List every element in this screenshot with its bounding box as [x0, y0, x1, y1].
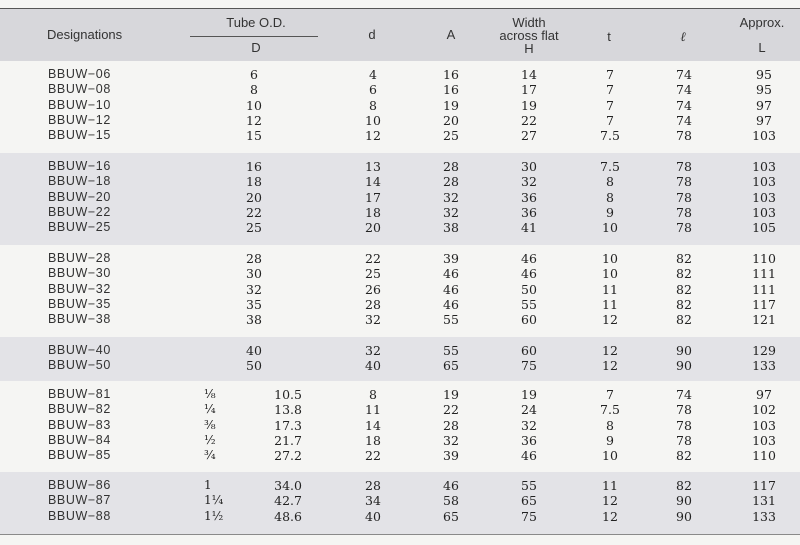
cell-a: 28 [443, 417, 459, 433]
cell-a: 20 [443, 112, 459, 128]
cell-a: 65 [443, 358, 459, 374]
cell-d: 22 [365, 448, 381, 464]
table-row [0, 402, 800, 417]
cell-d: 20 [365, 220, 381, 236]
cell-ell: 82 [676, 312, 692, 328]
cell-tube-d: 6 [250, 67, 258, 82]
cell-designation: BBUW−15 [48, 128, 111, 143]
cell-tube-d: 12 [246, 112, 262, 128]
table-row [0, 478, 800, 493]
cell-ell: 78 [676, 220, 692, 236]
cell-designation: BBUW−83 [48, 417, 111, 432]
cell-tube-d: 50 [246, 358, 262, 374]
cell-d: 40 [365, 508, 381, 524]
cell-h: 75 [521, 358, 537, 374]
row-group [0, 472, 800, 535]
cell-tube-inch: ¾ [204, 448, 216, 463]
cell-l: 103 [752, 417, 776, 433]
cell-ell: 74 [676, 387, 692, 402]
table-row [0, 159, 800, 174]
cell-a: 16 [443, 82, 459, 98]
cell-a: 19 [443, 387, 459, 402]
table-row [0, 418, 800, 433]
cell-ell: 90 [676, 508, 692, 524]
cell-t: 8 [606, 417, 614, 433]
cell-h: 41 [521, 220, 537, 236]
cell-t: 7.5 [600, 159, 620, 174]
cell-tube-d: 15 [246, 128, 262, 144]
cell-designation: BBUW−08 [48, 82, 111, 97]
cell-tube-d: 42.7 [274, 493, 302, 509]
header-designations: Designations [47, 27, 123, 42]
cell-ell: 82 [676, 448, 692, 464]
cell-t: 10 [602, 448, 618, 464]
cell-d: 28 [365, 478, 381, 493]
cell-tube-inch: ⅛ [204, 387, 216, 401]
cell-a: 38 [443, 220, 459, 236]
cell-d: 4 [369, 67, 377, 82]
table-row [0, 67, 800, 82]
cell-t: 12 [602, 343, 618, 358]
cell-h: 14 [521, 67, 537, 82]
cell-h: 55 [521, 296, 537, 312]
cell-a: 28 [443, 159, 459, 174]
cell-d: 28 [365, 296, 381, 312]
row-group [0, 381, 800, 473]
cell-ell: 78 [676, 189, 692, 205]
cell-d: 17 [365, 189, 381, 205]
table-row [0, 448, 800, 463]
cell-designation: BBUW−30 [48, 266, 111, 281]
cell-designation: BBUW−18 [48, 174, 111, 189]
cell-a: 46 [443, 266, 459, 282]
cell-t: 7 [606, 97, 614, 113]
cell-l: 102 [752, 402, 776, 418]
cell-h: 22 [521, 112, 537, 128]
cell-a: 39 [443, 251, 459, 266]
cell-a: 16 [443, 67, 459, 82]
cell-ell: 82 [676, 296, 692, 312]
cell-a: 46 [443, 281, 459, 297]
cell-t: 11 [602, 281, 618, 297]
cell-l: 103 [752, 189, 776, 205]
cell-h: 30 [521, 159, 537, 174]
cell-h: 65 [521, 493, 537, 509]
cell-designation: BBUW−81 [48, 387, 111, 401]
cell-l: 103 [752, 128, 776, 144]
cell-h: 27 [521, 128, 537, 144]
cell-tube-d: 35 [246, 296, 262, 312]
cell-a: 46 [443, 296, 459, 312]
cell-l: 103 [752, 174, 776, 190]
cell-designation: BBUW−38 [48, 312, 111, 327]
cell-ell: 78 [676, 432, 692, 448]
cell-l: 111 [752, 266, 776, 282]
cell-h: 46 [521, 251, 537, 266]
cell-h: 36 [521, 432, 537, 448]
cell-tube-d: 20 [246, 189, 262, 205]
cell-h: 55 [521, 478, 537, 493]
cell-designation: BBUW−50 [48, 358, 111, 373]
cell-a: 46 [443, 478, 459, 493]
cell-a: 19 [443, 97, 459, 113]
cell-tube-d: 21.7 [274, 432, 302, 448]
cell-designation: BBUW−35 [48, 296, 111, 311]
cell-tube-d: 27.2 [274, 448, 302, 464]
cell-designation: BBUW−87 [48, 493, 111, 508]
table-row [0, 282, 800, 297]
cell-a: 22 [443, 402, 459, 418]
cell-d: 34 [365, 493, 381, 509]
cell-tube-d: 22 [246, 204, 262, 220]
cell-tube-inch: 1½ [204, 508, 224, 523]
cell-l: 95 [756, 82, 772, 98]
cell-d: 6 [369, 82, 377, 98]
cell-l: 131 [752, 493, 776, 509]
cell-l: 97 [756, 387, 772, 402]
cell-a: 32 [443, 189, 459, 205]
table-row [0, 387, 800, 402]
table-row [0, 174, 800, 189]
cell-h: 75 [521, 508, 537, 524]
cell-h: 50 [521, 281, 537, 297]
cell-h: 24 [521, 402, 537, 418]
cell-designation: BBUW−84 [48, 432, 111, 447]
cell-designation: BBUW−32 [48, 281, 111, 296]
cell-tube-d: 30 [246, 266, 262, 282]
cell-tube-d: 48.6 [274, 508, 302, 524]
header-approx: Approx. [739, 15, 785, 30]
cell-t: 7 [606, 387, 614, 402]
cell-h: 60 [521, 312, 537, 328]
cell-tube-d: 40 [246, 343, 262, 358]
cell-designation: BBUW−10 [48, 97, 111, 112]
cell-ell: 82 [676, 266, 692, 282]
cell-d: 32 [365, 343, 381, 358]
cell-t: 8 [606, 189, 614, 205]
cell-t: 9 [606, 204, 614, 220]
cell-t: 10 [602, 266, 618, 282]
cell-ell: 82 [676, 281, 692, 297]
cell-l: 97 [756, 112, 772, 128]
cell-ell: 90 [676, 493, 692, 509]
cell-d: 22 [365, 251, 381, 266]
cell-a: 32 [443, 204, 459, 220]
table-header [0, 8, 800, 62]
header-t: t [607, 29, 611, 44]
cell-tube-inch: ¼ [204, 402, 216, 417]
cell-d: 14 [365, 417, 381, 433]
cell-t: 7 [606, 112, 614, 128]
cell-designation: BBUW−86 [48, 478, 111, 492]
cell-t: 12 [602, 312, 618, 328]
cell-l: 103 [752, 432, 776, 448]
cell-a: 39 [443, 448, 459, 464]
cell-tube-inch: 1 [204, 478, 212, 492]
cell-d: 40 [365, 358, 381, 374]
table-row [0, 128, 800, 143]
table-row [0, 493, 800, 508]
row-group [0, 153, 800, 246]
cell-d: 8 [369, 387, 377, 402]
cell-d: 18 [365, 432, 381, 448]
cell-d: 25 [365, 266, 381, 282]
cell-designation: BBUW−28 [48, 251, 111, 265]
cell-l: 110 [752, 448, 776, 464]
cell-a: 58 [443, 493, 459, 509]
cell-tube-d: 8 [250, 82, 258, 98]
cell-t: 12 [602, 508, 618, 524]
cell-tube-d: 10 [246, 97, 262, 113]
cell-a: 55 [443, 312, 459, 328]
cell-d: 12 [365, 128, 381, 144]
table-row [0, 266, 800, 281]
cell-a: 32 [443, 432, 459, 448]
table-row [0, 509, 800, 524]
cell-tube-d: 25 [246, 220, 262, 236]
table-row [0, 98, 800, 113]
table-row [0, 205, 800, 220]
cell-h: 17 [521, 82, 537, 98]
table-row [0, 82, 800, 97]
cell-tube-d: 34.0 [274, 478, 302, 493]
cell-l: 110 [752, 251, 776, 266]
cell-t: 7.5 [600, 402, 620, 418]
cell-t: 9 [606, 432, 614, 448]
table-row [0, 312, 800, 327]
cell-ell: 74 [676, 112, 692, 128]
header-width: Width [512, 15, 546, 30]
cell-h: 60 [521, 343, 537, 358]
cell-l: 103 [752, 159, 776, 174]
cell-ell: 78 [676, 174, 692, 190]
cell-t: 10 [602, 220, 618, 236]
cell-l: 121 [752, 312, 776, 328]
cell-l: 103 [752, 204, 776, 220]
cell-designation: BBUW−25 [48, 220, 111, 235]
cell-tube-d: 32 [246, 281, 262, 297]
cell-tube-d: 13.8 [274, 402, 302, 418]
cell-h: 19 [521, 97, 537, 113]
table-row [0, 251, 800, 266]
header-across-flat: across flat [499, 28, 559, 43]
cell-designation: BBUW−22 [48, 204, 111, 219]
cell-t: 12 [602, 493, 618, 509]
cell-ell: 78 [676, 417, 692, 433]
table-row [0, 190, 800, 205]
header-tube-od: Tube O.D. [226, 15, 286, 30]
cell-tube-d: 38 [246, 312, 262, 328]
cell-l: 95 [756, 67, 772, 82]
cell-l: 105 [752, 220, 776, 236]
cell-designation: BBUW−06 [48, 67, 111, 81]
cell-l: 97 [756, 97, 772, 113]
cell-ell: 78 [676, 204, 692, 220]
cell-l: 117 [752, 478, 776, 493]
cell-ell: 74 [676, 67, 692, 82]
cell-d: 18 [365, 204, 381, 220]
cell-ell: 90 [676, 343, 692, 358]
cell-designation: BBUW−88 [48, 508, 111, 523]
cell-d: 8 [369, 97, 377, 113]
cell-h: 36 [521, 204, 537, 220]
cell-ell: 90 [676, 358, 692, 374]
table-row [0, 220, 800, 235]
cell-a: 65 [443, 508, 459, 524]
cell-ell: 78 [676, 402, 692, 418]
cell-h: 36 [521, 189, 537, 205]
cell-t: 8 [606, 174, 614, 190]
row-group [0, 245, 800, 338]
cell-tube-d: 18 [246, 174, 262, 190]
cell-t: 7 [606, 82, 614, 98]
cell-l: 129 [752, 343, 776, 358]
header-a: A [446, 27, 456, 42]
cell-d: 11 [365, 402, 381, 418]
cell-tube-inch: 1¼ [204, 493, 224, 508]
cell-tube-d: 16 [246, 159, 262, 174]
cell-tube-d: 10.5 [274, 387, 302, 402]
cell-ell: 74 [676, 97, 692, 113]
header-ell: ℓ [680, 30, 686, 45]
cell-t: 12 [602, 358, 618, 374]
cell-tube-inch: ⅜ [204, 417, 216, 432]
cell-d: 13 [365, 159, 381, 174]
cell-a: 25 [443, 128, 459, 144]
cell-tube-d: 28 [246, 251, 262, 266]
table-row [0, 113, 800, 128]
tube-od-rule [190, 36, 318, 37]
header-l: L [758, 40, 766, 55]
cell-tube-inch: ½ [204, 432, 216, 447]
table-row [0, 297, 800, 312]
cell-d: 26 [365, 281, 381, 297]
cell-designation: BBUW−82 [48, 402, 111, 417]
cell-t: 7.5 [600, 128, 620, 144]
cell-h: 32 [521, 174, 537, 190]
cell-l: 111 [752, 281, 776, 297]
cell-designation: BBUW−20 [48, 189, 111, 204]
table-row [0, 343, 800, 358]
cell-tube-d: 17.3 [274, 417, 302, 433]
header-tube-d: D [251, 40, 261, 55]
cell-h: 46 [521, 266, 537, 282]
cell-designation: BBUW−12 [48, 112, 111, 127]
cell-d: 14 [365, 174, 381, 190]
cell-t: 11 [602, 478, 618, 493]
cell-ell: 74 [676, 82, 692, 98]
cell-d: 32 [365, 312, 381, 328]
cell-h: 46 [521, 448, 537, 464]
cell-ell: 82 [676, 251, 692, 266]
cell-designation: BBUW−40 [48, 343, 111, 357]
cell-ell: 78 [676, 128, 692, 144]
cell-l: 117 [752, 296, 776, 312]
table-row [0, 433, 800, 448]
cell-t: 10 [602, 251, 618, 266]
cell-designation: BBUW−85 [48, 448, 111, 463]
cell-t: 7 [606, 67, 614, 82]
cell-ell: 82 [676, 478, 692, 493]
cell-h: 19 [521, 387, 537, 402]
header-h: H [524, 41, 534, 56]
row-group [0, 61, 800, 154]
table-row [0, 358, 800, 373]
cell-a: 55 [443, 343, 459, 358]
cell-l: 133 [752, 508, 776, 524]
cell-t: 11 [602, 296, 618, 312]
row-group [0, 337, 800, 382]
cell-ell: 78 [676, 159, 692, 174]
cell-d: 10 [365, 112, 381, 128]
cell-a: 28 [443, 174, 459, 190]
header-d: d [368, 27, 376, 42]
cell-h: 32 [521, 417, 537, 433]
cell-l: 133 [752, 358, 776, 374]
cell-designation: BBUW−16 [48, 159, 111, 173]
